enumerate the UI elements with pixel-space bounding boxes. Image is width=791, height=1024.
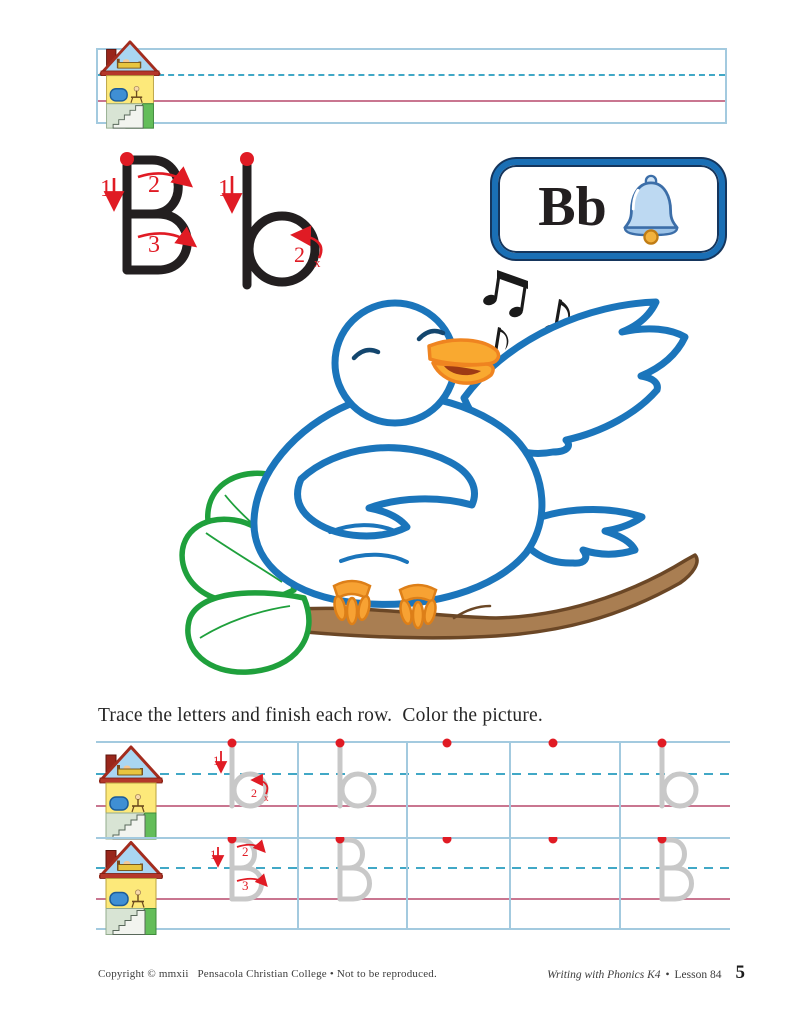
stroke-number: 2: [251, 786, 257, 800]
trace-letter-B[interactable]: [340, 839, 370, 899]
keyword-letters: Bb: [538, 176, 607, 238]
footer-separator: •: [665, 969, 670, 981]
practice-line-top: [96, 48, 727, 124]
practice-row-B: [96, 837, 730, 931]
bird-illustration: [98, 266, 710, 678]
stroke-end-mark: x: [314, 255, 321, 270]
stroke-number: 2: [148, 172, 160, 198]
rule-lines: [96, 742, 730, 838]
keyword-card: [492, 159, 725, 259]
stroke-number: 3: [148, 232, 160, 258]
trace-letter-B[interactable]: [662, 839, 692, 899]
stroke-number: 2: [294, 242, 305, 267]
stroke-number: 2: [242, 844, 249, 859]
baseline-pink: [98, 100, 725, 102]
stroke-number: 1: [218, 176, 230, 202]
instruction-text: Trace the letters and finish each row. Color the picture.: [98, 705, 543, 726]
footer-lesson: Lesson 84: [674, 969, 722, 981]
house-icon: [99, 40, 161, 130]
house-icon: [99, 744, 163, 842]
stroke-number: 3: [242, 878, 249, 893]
footer-copyright: Copyright © mmxii Pensacola Christian College • Not to be reproduced.: [98, 968, 437, 980]
starting-dot: [120, 152, 134, 166]
stroke-number: 1: [100, 176, 112, 202]
stroke-end-mark: x: [264, 793, 269, 803]
bell-icon: [623, 173, 679, 245]
footer-reference: [547, 962, 745, 984]
couch: [110, 89, 127, 101]
stroke-number: 1: [210, 847, 217, 862]
attic-bed: [118, 63, 141, 69]
bell-clapper: [644, 230, 657, 243]
midline-dashed: [98, 74, 725, 76]
starting-dot: [240, 152, 254, 166]
practice-row-b: [96, 738, 730, 840]
rule-lines: [96, 838, 730, 929]
page-number: 5: [735, 962, 745, 983]
stroke-number: 1: [213, 753, 220, 768]
house-icon: [99, 840, 163, 937]
footer-series-title: Writing with Phonics K4: [547, 969, 661, 981]
